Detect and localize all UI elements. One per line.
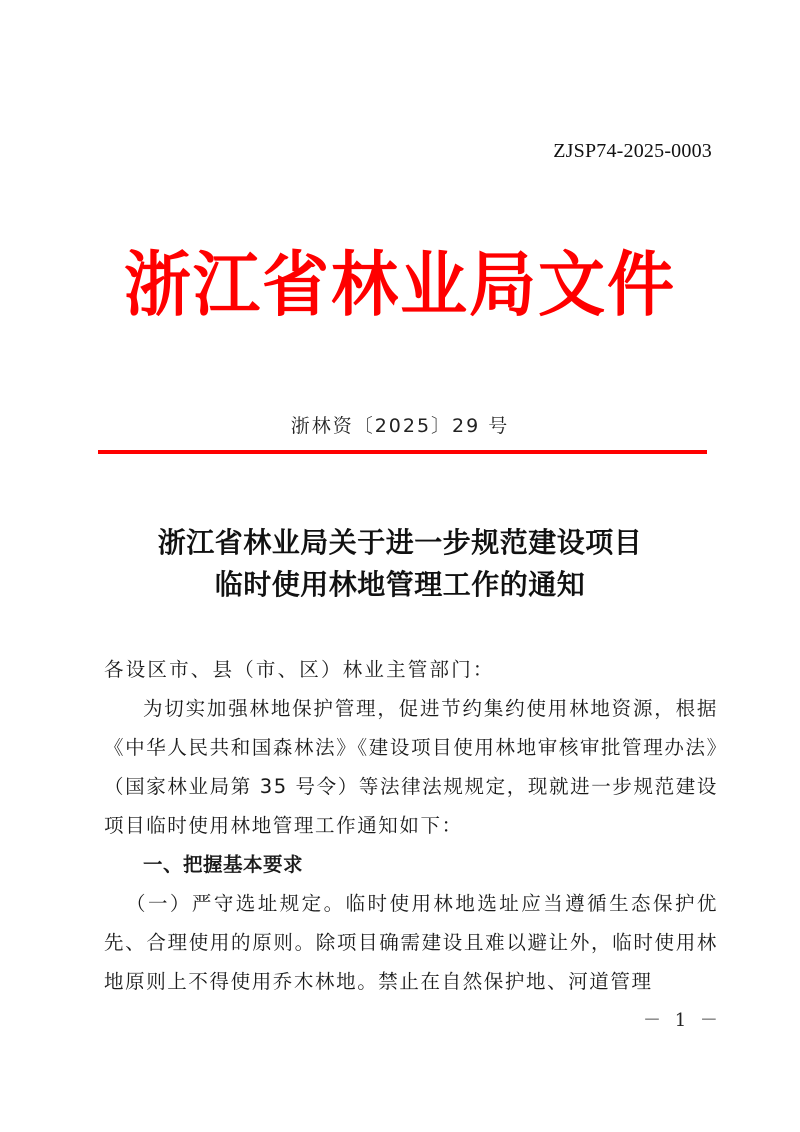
intro-paragraph: 为切实加强林地保护管理，促进节约集约使用林地资源，根据《中华人民共和国森林法》《建设项目使用林地审核审批管理办法》（国家林业局第 35 号令）等法律法规规定，现就进一步规范建设项目临时使用林地管理工作通知如下：	[104, 697, 718, 837]
document-title	[0, 522, 800, 606]
red-divider-line	[98, 450, 707, 454]
subsection-paragraph: （一）严守选址规定。临时使用林地选址应当遵循生态保护优先、合理使用的原则。除项目确需建设且难以避让外，临时使用林地原则上不得使用乔木林地。禁止在自然保护地、河道管理	[104, 892, 718, 993]
document-body	[104, 650, 718, 1001]
salutation: 各设区市、县（市、区）林业主管部门：	[104, 658, 495, 681]
masthead-title: 浙江省林业局文件	[124, 243, 676, 326]
document-number: 浙林资〔2025〕29 号	[290, 415, 510, 437]
title-line-1: 浙江省林业局关于进一步规范建设项目	[157, 526, 643, 559]
title-line-2: 临时使用林地管理工作的通知	[214, 568, 586, 601]
section-heading: 一、把握基本要求	[143, 853, 304, 876]
document-code: ZJSP74-2025-0003	[553, 140, 712, 162]
page-number: － 1 －	[643, 1010, 722, 1031]
